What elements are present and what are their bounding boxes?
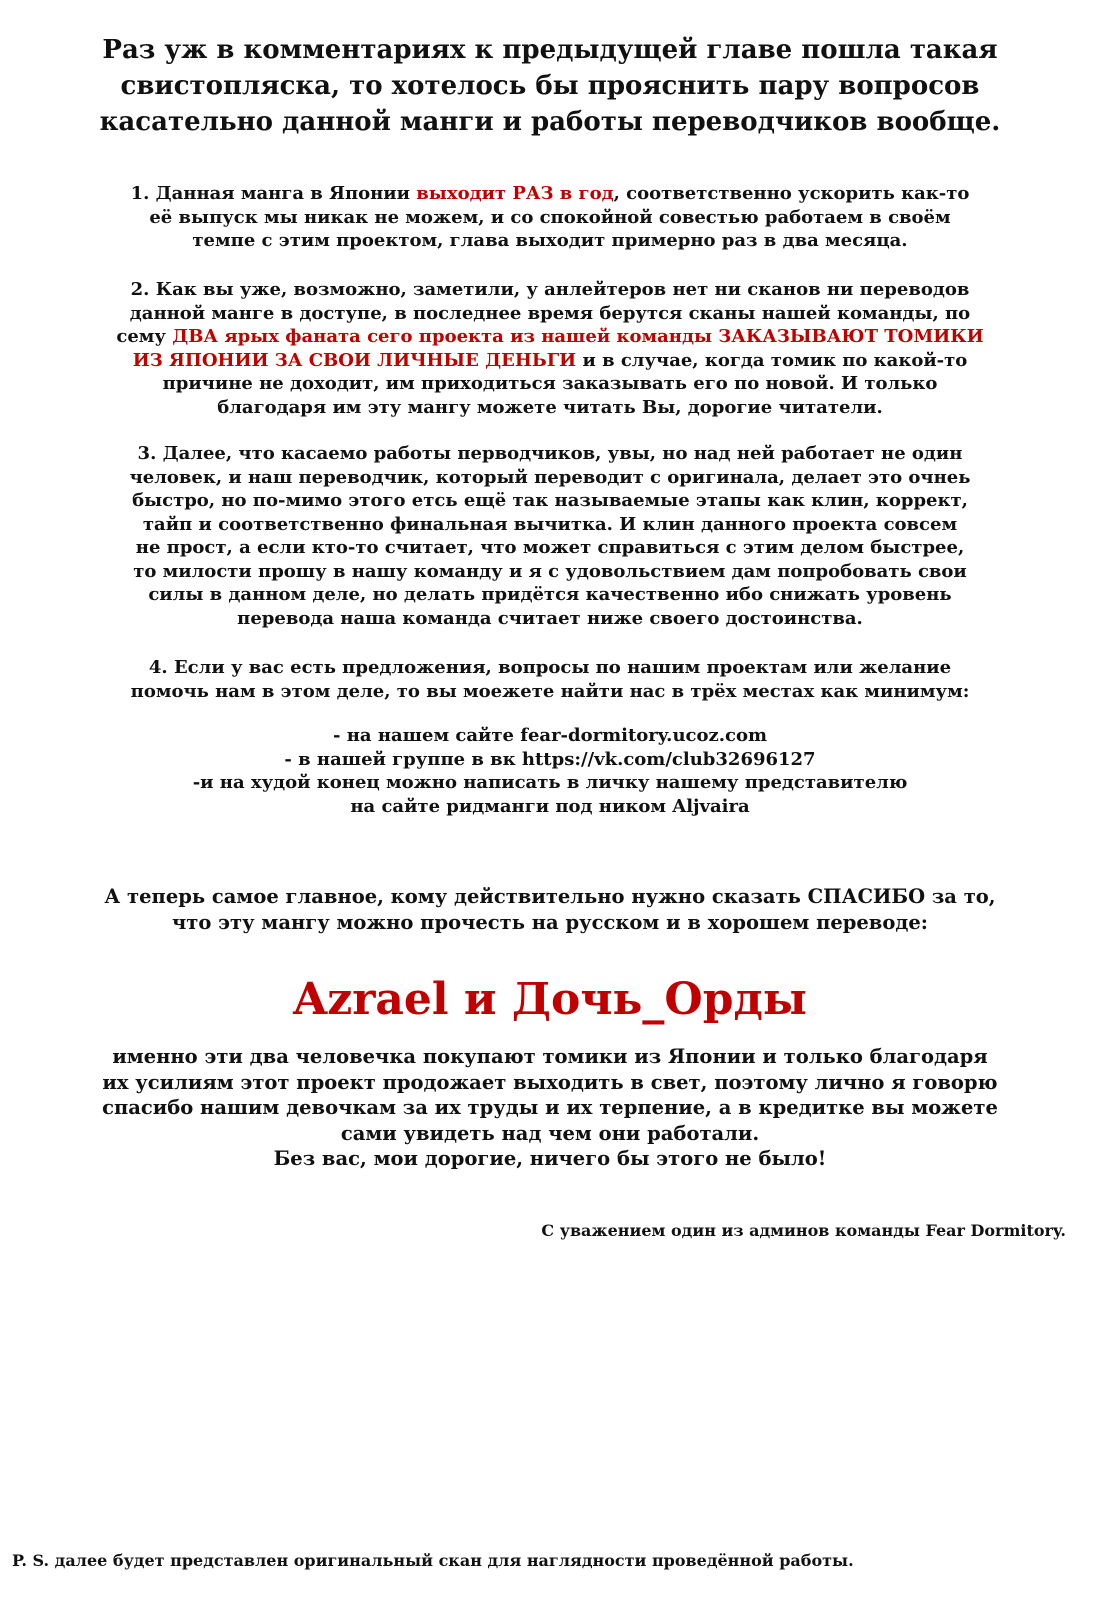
point-2-line	[20, 325, 1080, 349]
point-3-line: тайп и соответственно финальная вычитка. И клин данного проекта совсем	[142, 513, 958, 535]
thanks-paragraph	[20, 884, 1080, 936]
point-2-line: причине не доходит, им приходиться заказывать его по новой. И только	[162, 373, 938, 394]
point-1-line: её выпуск мы никак не можем, и со спокойной совестью работаем в своём	[149, 206, 951, 228]
point-3-line: перевода наша команда считает ниже своего достоинства.	[237, 607, 863, 629]
point-3-line: то милости прошу в нашу команду и я с удовольствием дам попробовать свои	[133, 560, 967, 582]
contact-pm: на сайте ридманги под ником Aljvaira	[350, 795, 750, 817]
closing-line: Без вас, мои дорогие, ничего бы этого не было!	[273, 1147, 827, 1170]
thanks-line: что эту мангу можно прочесть на русском и в хорошем переводе:	[172, 911, 928, 934]
point-3-line: быстро, но по-мимо этого етсь ещё так называемые этапы как клин, коррект,	[132, 490, 968, 511]
closing-line: их усилиям этот проект продожает выходить в свет, поэтому лично я говорю	[102, 1070, 998, 1094]
contact-site: - на нашем сайте fear-dormitory.ucoz.com	[332, 725, 767, 746]
point-2-tail: и в случае, когда томик по какой-то	[576, 349, 968, 371]
contact-pm: -и на худой конец можно написать в личку нашему представителю	[192, 772, 908, 793]
signature: С уважением один из админов команды Fear Dormitory.	[541, 1221, 1066, 1240]
closing-line: спасибо нашим девочкам за их труды и их терпение, а в кредитке вы можете	[102, 1096, 998, 1119]
point-1-lead: 1. Данная манга в Японии	[130, 183, 417, 204]
point-2-highlight: ИЗ ЯПОНИИ ЗА СВОИ ЛИЧНЫЕ ДЕНЬГИ	[132, 349, 577, 371]
point-1-tail: , соответственно ускорить как-то	[613, 183, 970, 204]
postscript: P. S. далее будет представлен оригинальный скан для наглядности проведённой работы.	[12, 1551, 854, 1570]
point-2-line: благодаря им эту мангу можете читать Вы, дорогие читатели.	[217, 396, 883, 418]
page-title	[20, 32, 1080, 140]
point-1-line: темпе с этим проектом, глава выходит примерно раз в два месяца.	[192, 230, 908, 251]
point-2-highlight: ДВА ярых фаната сего проекта из нашей команды ЗАКАЗЫВАЮТ ТОМИКИ	[172, 326, 984, 347]
title-line: свистопляска, то хотелось бы прояснить пару вопросов	[120, 71, 980, 101]
point-3-line: силы в данном деле, но делать придётся качественно ибо снижать уровень	[148, 584, 952, 605]
point-1-highlight: выходит РАЗ в год	[416, 183, 614, 204]
point-1-line	[20, 182, 1080, 206]
point-4-line: 4. Если у вас есть предложения, вопросы по нашим проектам или желание	[148, 657, 952, 678]
credited-names: Azrael и Дочь_Орды	[293, 974, 807, 1025]
point-3-line: не прост, а если кто-то считает, что может справиться с этим делом быстрее,	[135, 537, 965, 558]
title-line: Раз уж в комментариях к предыдущей главе пошла такая	[102, 35, 998, 65]
point-2-line: 2. Как вы уже, возможно, заметили, у анлейтеров нет ни сканов ни переводов	[130, 279, 970, 300]
point-1-paragraph	[20, 182, 1080, 253]
closing-line: именно эти два человечка покупают томики из Японии и только благодаря	[112, 1045, 988, 1068]
closing-paragraph	[20, 1044, 1080, 1172]
point-2-line: данной манге в доступе, в последнее время берутся сканы нашей команды, по	[129, 302, 971, 324]
contact-vk: - в нашей группе в вк https://vk.com/club32696127	[284, 748, 816, 770]
title-line: касательно данной манги и работы переводчиков вообще.	[99, 107, 1001, 137]
contacts-list	[20, 724, 1080, 818]
point-2-line	[20, 349, 1080, 373]
point-2-lead: сему	[116, 326, 173, 347]
closing-line: сами увидеть над чем они работали.	[340, 1121, 760, 1145]
point-3-line: человек, и наш переводчик, который переводит с оригинала, делает это очнеь	[129, 466, 971, 488]
point-3-paragraph	[20, 442, 1080, 630]
point-4-line: помочь нам в этом деле, то вы моежете найти нас в трёх местах как минимум:	[130, 680, 970, 702]
point-3-line: 3. Далее, что касаемо работы перводчиков, увы, но над ней работает не один	[137, 443, 963, 464]
point-2-paragraph	[20, 278, 1080, 419]
point-4-paragraph	[20, 656, 1080, 703]
thanks-line: А теперь самое главное, кому действительно нужно сказать СПАСИБО за то,	[104, 885, 996, 908]
